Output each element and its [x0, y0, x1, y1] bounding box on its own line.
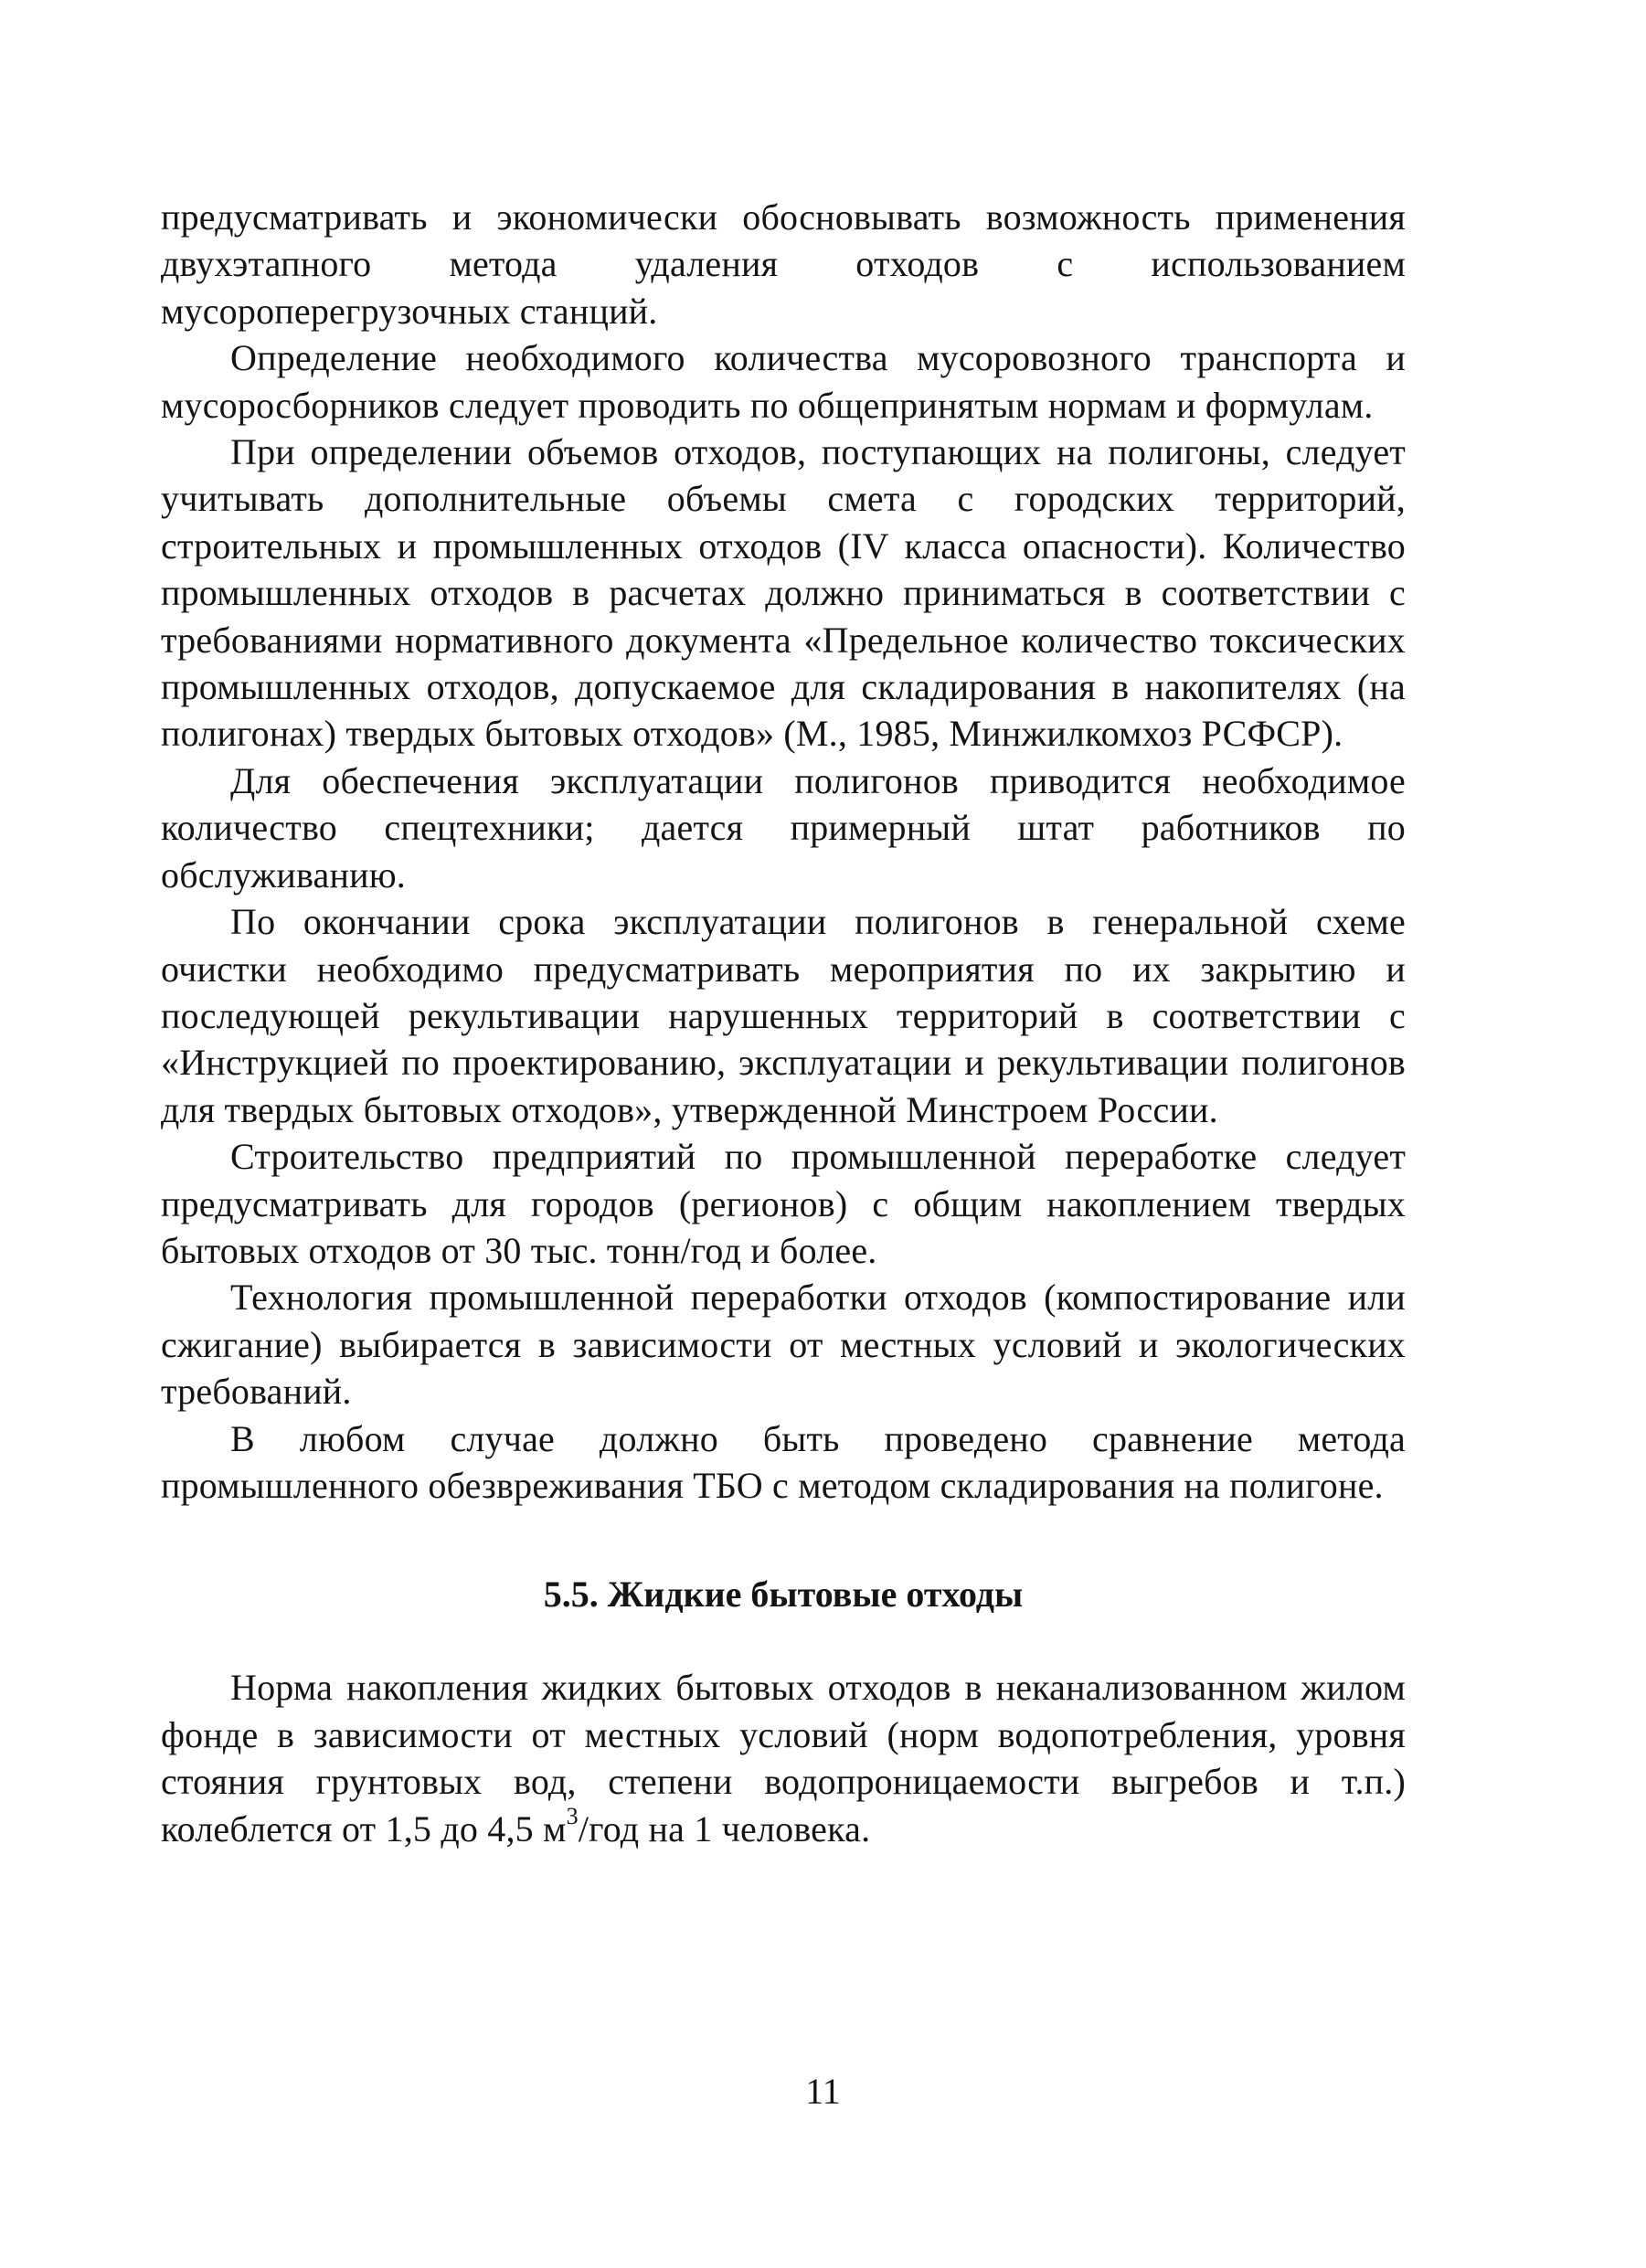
page-body [161, 194, 1406, 1852]
paragraph-liquid-waste [161, 1664, 1406, 1852]
page-number: 11 [805, 2071, 841, 2112]
liquid-waste-text-end: /год на 1 человека. [578, 1807, 871, 1849]
paragraph-technology: Технология промышленной переработки отходов (компостирование или сжигание) выбирается в зависимости от местных условий и экологических требований. [161, 1277, 1406, 1413]
paragraph-processing-plants: Строительство предприятий по промышленной переработке следует предусматривать для городов (регионов) с общим накоплением твердых бытовых отходов от 30 тыс. тонн/год и более. [161, 1136, 1406, 1271]
paragraph-equipment: Для обеспечения эксплуатации полигонов приводится необходимое количество спецтехники; дается примерный штат работников по обслуживанию. [161, 759, 1406, 896]
unit-superscript: 3 [566, 1803, 579, 1830]
paragraph-comparison: В любом случае должно быть проведено сравнение метода промышленного обезвреживания ТБО с методом складирования на полигоне. [161, 1417, 1406, 1506]
paragraph-recultivation: По окончании срока эксплуатации полигонов в генеральной схеме очистки необходимо предусматривать мероприятия по их закрытию и последующей рекультивации нарушенных территорий в соответствии с «Инструкцией по проектированию, эксплуатации и рекультивации полигонов для твердых бытовых отходов», утвержденной Минстроем России. [161, 901, 1406, 1130]
paragraph-transport: Определение необходимого количества мусоровозного транспорта и мусоросборников следует проводить по общепринятым нормам и формулам. [161, 337, 1406, 426]
paragraph-continued: предусматривать и экономически обосновывать возможность применения двухэтапного метода удаления отходов с использованием мусороперегрузочных станций. [161, 196, 1406, 332]
section-heading: 5.5. Жидкие бытовые отходы [543, 1574, 1024, 1616]
liquid-waste-text: Норма накопления жидких бытовых отходов в неканализованном жилом фонде в зависимости от местных условий (норм водопотребления, уровня стояния грунтовых вод, степени водопроницаемости выгребов и т.п.) колеблется от 1,5 до 4,5 м [161, 1667, 1406, 1849]
paragraph-volumes: При определении объемов отходов, поступающих на полигоны, следует учитывать дополнительные объемы смета с городских территорий, строительных и промышленных отходов (IV класса опасности). Количество промышленных отходов в расчетах должно приниматься в соответствии с требованиями нормативного документа «Предельное количество токсических промышленных отходов, допускаемое для складирования в накопителях (на полигонах) твердых бытовых отходов» (М., 1985, Минжилкомхоз РСФСР). [161, 431, 1406, 755]
